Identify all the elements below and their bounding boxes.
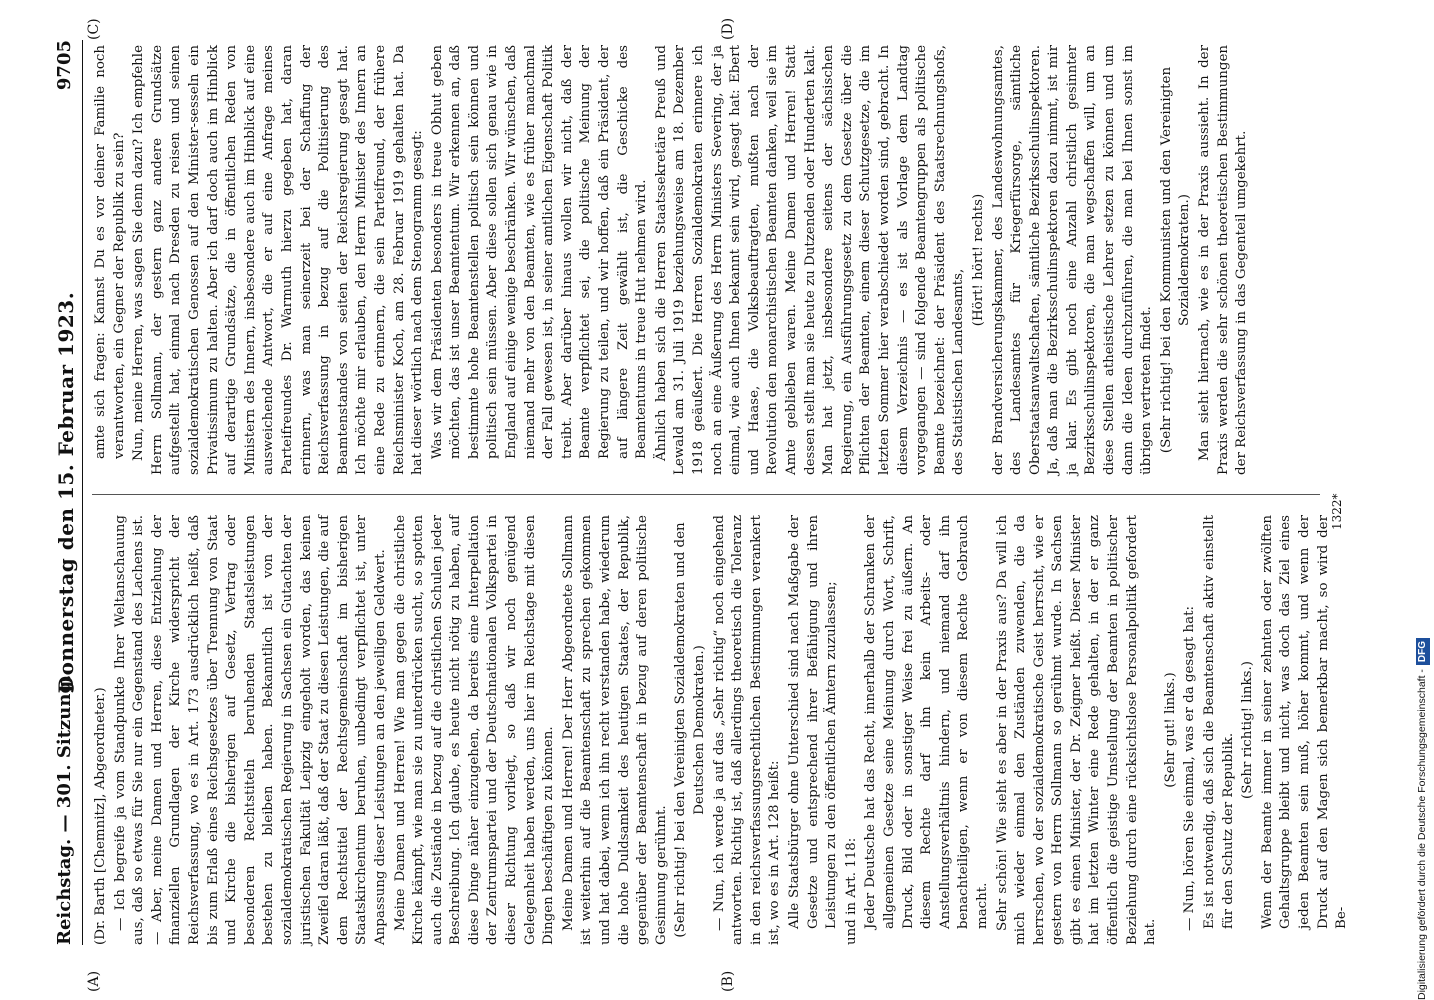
digitization-sidebar xyxy=(1410,10,1430,1000)
dfg-logo: DFG xyxy=(1416,638,1430,665)
marker-b: (B) xyxy=(720,970,736,992)
left-column-paragraph: Wenn der Beamte immer in seiner zehnten oder zwölften Gehaltsgruppe bleibt und nicht, was doch das Ziel eines jeden Beamten sein muß, höher kommt, und wenn der Druck auf den Magen sich bemerkbar macht, so wird der Be- xyxy=(1259,515,1350,929)
sidebar-credit-text: Digitalisierung gefördert durch die Deutsche Forschungsgemeinschaft - xyxy=(1416,669,1428,1000)
left-column-paragraph: Jeder Deutsche hat das Recht, innerhalb der Schranken der allgemeinen Gesetze seine Meinung durch Wort, Schrift, Druck, Bild oder in sonstiger Weise frei zu äußern. An diesem Rechte darf ihn kein Arbeits- oder Anstellungsverhältnis hindern, und niemand darf ihn benachteiligen, wenn er von diesem Rechte Gebrauch macht. xyxy=(863,515,990,929)
right-column-paragraph: (Sehr richtig! bei den Kommunisten und den Vereinigten Sozialdemokraten.) xyxy=(1158,66,1193,454)
left-column-paragraph: — Nun, hören Sie einmal, was er da gesagt hat: xyxy=(1182,606,1198,931)
right-column-paragraph: amte sich fragen: Kannst Du es vor deiner Familie noch verantworten, ein Gegner der Republik zu sein? xyxy=(93,45,127,459)
marker-c: (C) xyxy=(86,18,102,40)
right-column-paragraph: (Hört! hört! rechts) xyxy=(970,193,986,327)
right-column-paragraph: Was wir dem Präsidenten besonders in treue Obhut geben möchten, das ist unser Beamtentum. Wir erkennen an, daß bestimmte hohe Beamtenstellen politisch sein können und politisch sein müssen. Aber diese sollen sich genau wie in England auf einige wenige beschränken. Wir wünschen, daß niemand mehr von den Beamten, wie es früher manchmal der Fall gewesen ist, in seiner amtlichen Eigenschaft Politik treibt. Aber darüber hinaus wollen wir nicht, daß der Beamte verpflichtet sei, die politische Meinung der Regierung zu teilen, und wir hoffen, daß ein Präsident, der auf längere Zeit gewählt ist, die Geschicke des Beamtentums in treue Hut nehmen wird. xyxy=(429,45,650,459)
left-column-paragraph: — Nun, ich werde ja auf das „Sehr richtig“ noch eingehend antworten. Richtig ist, daß allerdings theoretisch die Toleranz in den reichsverfassungsrechtlichen Bestimmungen verankert ist, wo es in Art. 128 heißt: xyxy=(711,515,783,945)
header-left: Reichstag. — 301. Sitzung. xyxy=(54,674,75,945)
left-column xyxy=(92,515,1350,945)
left-column-paragraph: — Ich begreife ja vom Standpunkte Ihrer Weltanschauung aus, daß so etwas für Sie nur ein Gegenstand des Lachens ist. — Aber, meine Damen und Herren, diese Entziehung der finanziellen Grundlagen der Kirche widerspricht der Reichsverfassung, wo es in Art. 173 ausdrücklich heißt, daß bis zum Erlaß eines Reichsgesetzes über Trennung von Staat und Kirche die bisherigen auf Gesetz, Vertrag oder besonderen Rechtstiteln beruhenden Staatsleistungen bestehen zu bleiben haben. Bekanntlich ist von der sozialdemokratischen Regierung in Sachsen ein Gutachten der juristischen Fakultät Leipzig eingeholt worden, das keinen Zweifel daran läßt, daß der Staat zu diesen Leistungen, die auf dem Rechtstitel der Rechtsgemeinschaft im bisherigen Staatskirchentum beruhen, unbedingt verpflichtet ist, unter Anpassung dieser Leistungen an den jeweiligen Geldwert. xyxy=(112,515,388,945)
right-column xyxy=(92,45,1320,475)
left-column-paragraph: (Sehr richtig! bei den Vereinigten Sozialdemokraten und den Deutschen Demokraten.) xyxy=(673,522,707,938)
left-column-paragraph: (Sehr richtig! links.) xyxy=(1240,661,1256,799)
footer-number: 1322* xyxy=(1330,493,1344,530)
marker-a: (A) xyxy=(86,970,102,992)
header-date: Donnerstag den 15. Februar 1923. xyxy=(54,291,78,694)
left-column-paragraph: Meine Damen und Herren! Wie man gegen die christliche Kirche kämpft, wie man sie zu unterdrücken sucht, so spotten auch die Zustände in bezug auf die christlichen Schulen jeder Beschreibung. Ich glaube, es heute nicht nötig zu haben, auf diese Dinge näher einzugehen, da bereits eine Interpellation der Zentrumspartei und der Deutschnationalen Volkspartei in dieser Richtung vorliegt, so daß wir noch genügend Gelegenheit haben werden, uns hier im Reichstage mit diesen Dingen beschäftigen zu können. xyxy=(392,515,557,945)
page-number: 9705 xyxy=(54,40,75,91)
left-column-paragraph: Meine Damen und Herren! Der Herr Abgeordnete Sollmann ist weiterhin auf die Beamtenschaft zu sprechen gekommen und hat dabei, wenn ich ihn recht verstanden habe, wiederum die hohe Duldsamkeit des heutigen Staates, der Republik, gegenüber der Beamtenschaft in bezug auf deren politische Gesinnung gerühmt. xyxy=(560,515,669,945)
sidebar-credit xyxy=(1412,20,1432,1000)
right-column-paragraph: der Brandversicherungskammer, des Landeswohnungsamtes, des Landesamtes für Kriegerfürsorge, sämtliche Oberstaatsanwaltschaften, sämtliche Bezirksschulinspektoren. Ja, daß man die Bezirksschulinspektoren dazu nimmt, ist mir ja klar. Es gibt noch eine Anzahl christlich gesinnter Bezirksschulinspektoren, die man wegschaffen will, um an diese Stellen atheistische Lehrer setzen zu können und um dann die Ideen durchzuführen, die man bei Ihnen sonst im übrigen vertreten findet. xyxy=(990,45,1155,475)
left-column-paragraph: (Dr. Barth [Chemnitz], Abgeordneter.) xyxy=(93,687,108,945)
right-column-paragraph: Man sieht hiernach, wie es in der Praxis aussieht. In der Praxis werden die sehr schönen theoretischen Bestimmungen der Reichsverfassung in das Gegenteil umgekehrt. xyxy=(1197,45,1250,475)
column-divider xyxy=(92,494,1320,495)
right-column-paragraph: Nun, meine Herren, was sagen Sie denn dazu? Ich empfehle Herrn Sollmann, der gestern ganz andere Grundsätze aufgestellt hat, einmal nach Dresden zu reisen und seinen sozialdemokratischen Genossen auf den Minister-sesseln ein Privatissimum zu halten. Aber ich darf doch auch im Hinblick auf derartige Grundsätze, die in öffentlichen Reden von Ministern des Innern, insbesondere auch im Hinblick auf eine ausweichende Antwort, die er auf eine Anfrage meines Parteifreundes Dr. Warmuth hierzu gegeben hat, daran erinnern, was man seinerzeit bei der Schaffung der Reichsverfassung in bezug auf die Politisierung des Beamtenstandes von seiten der Reichsregierung gesagt hat. Ich möchte mir erlauben, den Herrn Minister des Innern an eine Rede zu erinnern, die sein Parteifreund, der frühere Reichsminister Koch, am 28. Februar 1919 gehalten hat. Da hat dieser wörtlich nach dem Stenogramm gesagt: xyxy=(131,45,426,475)
left-column-paragraph: (Sehr gut! links.) xyxy=(1162,672,1178,788)
left-column-paragraph: und in Art. 118: xyxy=(843,837,859,945)
right-column-paragraph: Ähnlich haben sich die Herren Staatssekretäre Preuß und Lewald am 31. Juli 1919 beziehungsweise am 18. Dezember 1918 geäußert. Die Herren Sozialdemokraten erinnere ich noch an eine Äußerung des Herrn Ministers Severing, der ja einmal, wie auch Ihnen bekannt sein wird, gesagt hat: Ebert und Haase, die Volksbeauftragten, mußten nach der Revolution den monarchistischen Beamten danken, weil sie im Amte geblieben waren. Meine Damen und Herren! Statt dessen stellt man sie heute zu Dutzenden oder Hunderten kalt. Man hat jetzt, insbesondere seitens der sächsischen Regierung, ein Ausführungsgesetz zu dem Gesetze über die Pflichten der Beamten, einem dieser Schutzgesetze, die im letzten Sommer hier verabschiedet worden sind, gebracht. In diesem Verzeichnis — es ist als Vorlage dem Landtag vorgegangen — sind folgende Beamtengruppen als politische Beamte bezeichnet: der Präsident des Staatsrechnungshofs, des Statistischen Landesamts, xyxy=(653,45,967,475)
left-column-paragraph: Sehr schön! Wie sieht es aber in der Praxis aus? Da will ich mich wieder einmal den Zuständen zuwenden, die da herrschen, wo der sozialdemokratische Geist herrscht, wie er gestern von Herrn Sollmann so gerühmt wurde. In Sachsen gibt es einen Minister, der Dr. Zeigner heißt. Dieser Minister hat im letzten Winter eine Rede gehalten, in der er ganz öffentlich die geistige Umstellung der Beamten in politischer Beziehung durch eine rücksichtslose Personalpolitik gefordert hat. xyxy=(994,515,1159,945)
page-header xyxy=(52,40,83,945)
left-column-paragraph: Es ist notwendig, daß sich die Beamtenschaft aktiv einstellt für den Schutz der Republik. xyxy=(1202,515,1236,929)
left-column-paragraph: Alle Staatsbürger ohne Unterschied sind nach Maßgabe der Gesetze und entsprechend ihrer Befähigung und ihren Leistungen zu den öffentlichen Ämtern zuzulassen; xyxy=(786,515,840,929)
marker-d: (D) xyxy=(720,17,736,40)
